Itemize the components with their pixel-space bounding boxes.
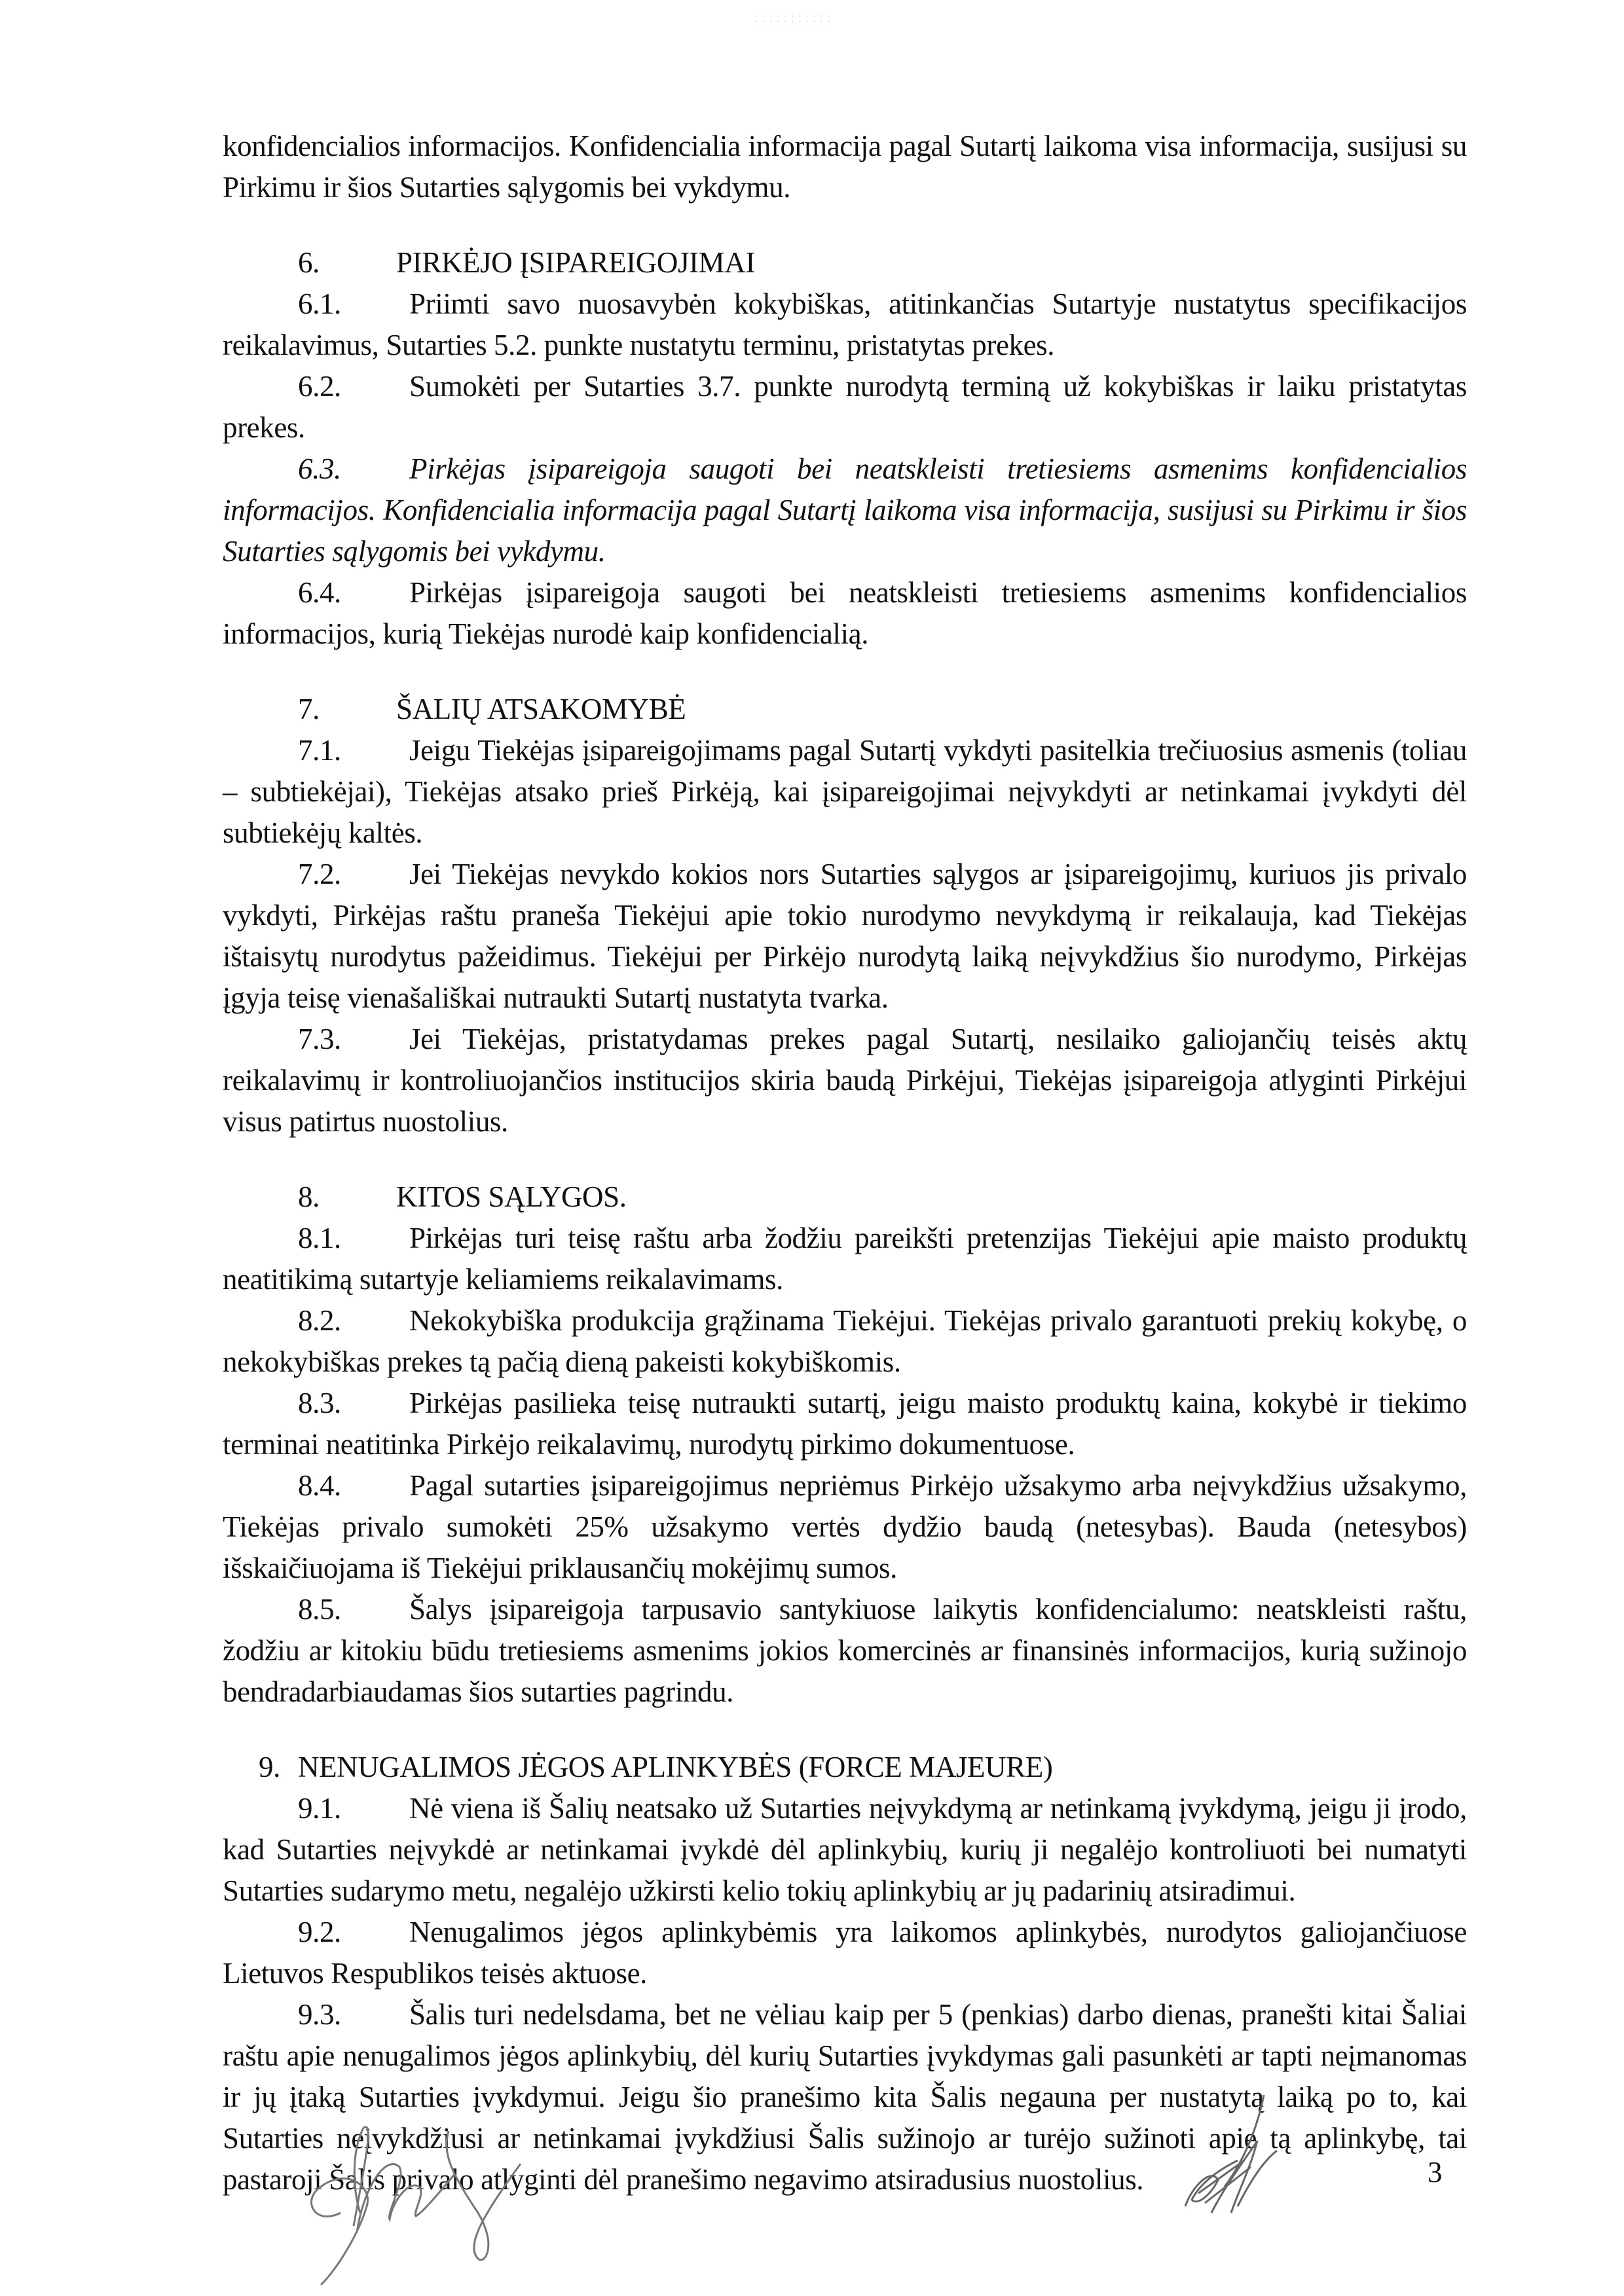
clause-number: 6.1. [298, 287, 341, 320]
clause-text: Nekokybiška produkcija grąžinama Tiekėjui. Tiekėjas privalo garantuoti prekių kokybę, o nekokybiškas prekes tą pačią dieną pakeisti kokybiškomis. [223, 1304, 1467, 1378]
section-title: NENUGALIMOS JĖGOS APLINKYBĖS (FORCE MAJEURE) [298, 1751, 1053, 1783]
clause [223, 572, 1467, 655]
clause-number: 7.1. [298, 734, 341, 767]
clause [223, 283, 1467, 366]
section-title: ŠALIŲ ATSAKOMYBĖ [396, 693, 686, 725]
section-7 [223, 689, 1467, 1142]
clause-text: Šalys įsipareigoja tarpusavio santykiuose laikytis konfidencialumo: neatskleisti raštu, žodžiu ar kitokiu būdu tretiesiems asmenims jokios komercinės ar finansinės informacijos, kurią sužinojo bendradarbiaudamas šios sutarties pagrindu. [223, 1593, 1467, 1708]
clause-italic [223, 448, 1467, 572]
section-heading [223, 1747, 1467, 1788]
clause-text: Priimti savo nuosavybėn kokybiškas, atitinkančias Sutartyje nustatytus specifikacijos reikalavimus, Sutarties 5.2. punkte nustatytu terminu, pristatytas prekes. [223, 287, 1467, 361]
clause-text: Jei Tiekėjas nevykdo kokios nors Sutarties sąlygos ar įsipareigojimų, kuriuos jis privalo vykdyti, Pirkėjas raštu praneša Tiekėjui apie tokio nurodymo nevykdymą ir reikalauja, kad Tiekėjas ištaisytų nurodytus pažeidimus. Tiekėjui per Pirkėjo nurodytą laiką neįvykdžius šio nurodymo, Pirkėjas įgyja teisę vienašališkai nutraukti Sutartį nustatyta tvarka. [223, 858, 1467, 1014]
clause-text: Jei Tiekėjas, pristatydamas prekes pagal Sutartį, nesilaiko galiojančių teisės aktų reikalavimų ir kontroliuojančios institucijos skiria baudą Pirkėjui, Tiekėjas įsipareigoja atlyginti Pirkėjui visus patirtus nuostolius. [223, 1023, 1467, 1138]
section-number: 6. [298, 246, 320, 279]
clause-number: 8.5. [298, 1593, 341, 1626]
clause-text: Jeigu Tiekėjas įsipareigojimams pagal Sutartį vykdyti pasitelkia trečiuosius asmenis (toliau – subtiekėjai), Tiekėjas atsako prieš Pirkėją, kai įsipareigojimai neįvykdyti ar netinkamai įvykdyti dėl subtiekėjų kaltės. [223, 734, 1467, 849]
clause-text: Šalis turi nedelsdama, bet ne vėliau kaip per 5 (penkias) darbo dienas, pranešti kitai Šaliai raštu apie nenugalimos jėgos aplinkybių, dėl kurių Sutarties įvykdymas gali pasunkėti ar tapti neįmanomas ir jų įtaką Sutarties įvykdymui. Jeigu šio pranešimo kita Šalis negauna per nustatytą laiką po to, kai Sutarties neįvykdžiusi ar netinkamai įvykdžiusi Šalis sužinojo ar turėjo sužinoti apie tą aplinkybę, tai pastaroji Šalis privalo atlyginti dėl pranešimo negavimo atsiradusius nuostolius. [223, 1998, 1467, 2196]
clause-number: 6.3. [298, 452, 341, 485]
section-number: 8. [298, 1180, 320, 1213]
clause-text: Sumokėti per Sutarties 3.7. punkte nurodytą terminą už kokybiškas ir laiku pristatytas prekes. [223, 370, 1467, 444]
clause [223, 1218, 1467, 1300]
clause-number: 7.2. [298, 858, 341, 890]
section-heading [223, 689, 1467, 730]
section-number: 7. [298, 693, 320, 725]
signature-left-icon [301, 2115, 642, 2291]
clause-text: Pirkėjas įsipareigoja saugoti bei neatskleisti tretiesiems asmenims konfidencialios informacijos, kurią Tiekėjas nurodė kaip konfidencialią. [223, 576, 1467, 650]
section-heading [223, 242, 1467, 283]
clause-text: Nė viena iš Šalių neatsako už Sutarties neįvykdymą ar netinkamą įvykdymą, jeigu ji įrodo, kad Sutarties neįvykdė ar netinkamai įvykdė dėl aplinkybių, kurių ji negalėjo kontroliuoti bei numatyti Sutarties sudarymo metu, negalėjo užkirsti kelio tokių aplinkybių ar jų padarinių atsiradimui. [223, 1792, 1467, 1907]
signature-right-icon [1172, 2088, 1356, 2232]
clause-number: 9.1. [298, 1792, 341, 1825]
clause-number: 7.3. [298, 1023, 341, 1055]
section-6 [223, 242, 1467, 655]
section-title: KITOS SĄLYGOS. [396, 1180, 627, 1213]
clause [223, 1589, 1467, 1713]
clause [223, 730, 1467, 854]
clause-number: 9.2. [298, 1916, 341, 1948]
clause [223, 366, 1467, 448]
page-number: 3 [1428, 2156, 1443, 2189]
clause-number: 9.3. [298, 1998, 341, 2031]
intro-paragraph: konfidencialios informacijos. Konfidencialia informacija pagal Sutartį laikoma visa informacija, susijusi su Pirkimu ir šios Sutarties sąlygomis bei vykdymu. [223, 130, 1467, 204]
clause [223, 1788, 1467, 1912]
clause-number: 8.1. [298, 1222, 341, 1254]
clause-number: 8.2. [298, 1304, 341, 1337]
clause-text: Pirkėjas pasilieka teisę nutraukti sutartį, jeigu maisto produktų kaina, kokybė ir tiekimo terminai neatitinka Pirkėjo reikalavimų, nurodytų pirkimo dokumentuose. [223, 1387, 1467, 1461]
clause-number: 6.4. [298, 576, 341, 609]
clause [223, 1383, 1467, 1465]
clause-text: Pagal sutarties įsipareigojimus nepriėmus Pirkėjo užsakymo arba neįvykdžius užsakymo, Tiekėjas privalo sumokėti 25% užsakymo vertės dydžio baudą (netesybas). Bauda (netesybos) išskaičiuojama iš Tiekėjui priklausančių mokėjimų sumos. [223, 1469, 1467, 1584]
clause-number: 8.3. [298, 1387, 341, 1419]
clause-number: 8.4. [298, 1469, 341, 1502]
document-body [223, 126, 1467, 2200]
clause-text: Nenugalimos jėgos aplinkybėmis yra laikomos aplinkybės, nurodytos galiojančiuose Lietuvos Respublikos teisės aktuose. [223, 1916, 1467, 1990]
clause-text: Pirkėjas įsipareigoja saugoti bei neatskleisti tretiesiems asmenims konfidencialios informacijos. Konfidencialia informacija pagal Sutartį laikoma visa informacija, susijusi su Pirkimu ir šios Sutarties sąlygomis bei vykdymu. [223, 452, 1467, 568]
scan-noise [753, 13, 832, 27]
section-number: 9. [259, 1751, 280, 1783]
section-8 [223, 1176, 1467, 1713]
clause [223, 854, 1467, 1019]
clause [223, 1019, 1467, 1142]
clause [223, 1465, 1467, 1589]
clause [223, 1300, 1467, 1383]
clause [223, 1912, 1467, 1994]
section-heading [223, 1176, 1467, 1218]
clause-number: 6.2. [298, 370, 341, 403]
section-title: PIRKĖJO ĮSIPAREIGOJIMAI [396, 246, 755, 279]
clause-text: Pirkėjas turi teisę raštu arba žodžiu pareikšti pretenzijas Tiekėjui apie maisto produktų neatitikimą sutartyje keliamiems reikalavimams. [223, 1222, 1467, 1296]
